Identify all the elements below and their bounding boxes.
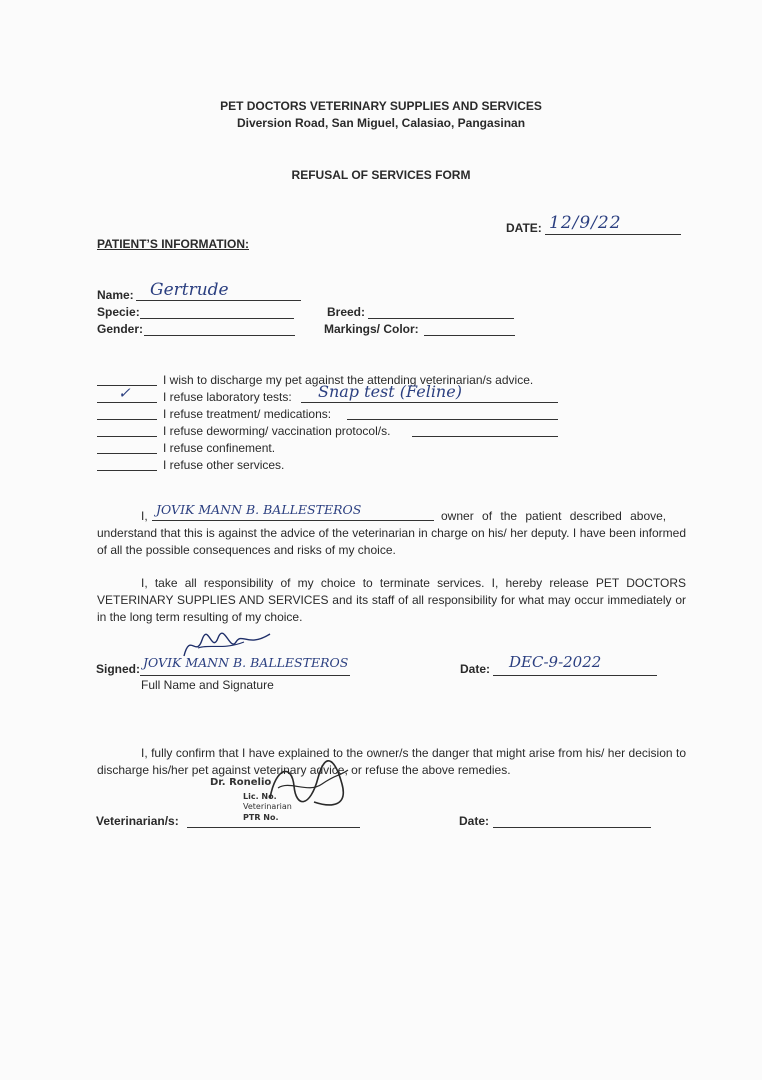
option-2-check-mark: ✓ [118,384,131,402]
owner-name-line [152,520,434,521]
option-4-detail-line[interactable] [412,436,558,437]
signed-line [140,675,350,676]
vet-signature-scribble [262,758,352,814]
date-underline [545,234,681,235]
vet-date-label: Date: [459,814,490,828]
responsibility-paragraph: I, take all responsibility of my choice to terminate services. I, hereby release PET DOCTORS VETERINARY SUPPLIES AND SERVICES and its staff of all responsibility for what may occur immediately or in the long term resulting of my choice. [97,576,686,624]
breed-field[interactable] [368,318,514,319]
option-2-text: I refuse laboratory tests: [163,390,292,404]
name-underline [136,300,301,301]
declaration-prefix: I, [141,509,148,523]
option-2-detail-line [301,402,558,403]
date-label: DATE: [506,221,542,235]
option-5-blank[interactable] [97,453,157,454]
declaration-rest: understand that this is against the advice of the veterinarian in charge on his/ her deputy. I have been informed of all the possible consequences and risks of my choice. [97,526,686,557]
vet-stamp-lic: Lic. No. [243,792,277,801]
vet-confirmation-paragraph: I, fully confirm that I have explained to the owner/s the danger that might arise from his/ her decision to discharge his/her pet against veterinary advice, or refuse the above remedies. [97,746,686,777]
vet-stamp-ptr: PTR No. [243,813,279,822]
date-value[interactable]: 12/9/22 [549,213,622,233]
signed-label: Signed: [96,662,140,676]
option-3-blank[interactable] [97,419,157,420]
option-4-blank[interactable] [97,436,157,437]
option-5-text: I refuse confinement. [163,441,276,455]
gender-field[interactable] [144,335,295,336]
clinic-address: Diversion Road, San Miguel, Calasiao, Pangasinan [236,116,526,130]
gender-label: Gender: [97,322,144,336]
breed-label: Breed: [327,305,366,319]
signed-name-handwritten[interactable]: JOVIK MANN B. BALLESTEROS [143,655,349,670]
declaration-after-name: owner of the patient described above, [441,509,667,523]
markings-field[interactable] [424,335,515,336]
patient-section-title: PATIENT’S INFORMATION: [97,237,249,251]
option-4-text: I refuse deworming/ vaccination protocol/s. [163,424,391,438]
specie-label: Specie: [97,305,140,319]
vet-stamp-name: Dr. Ronelio [210,777,272,788]
specie-field[interactable] [140,318,294,319]
clinic-name: PET DOCTORS VETERINARY SUPPLIES AND SERVICES [220,99,542,113]
option-6-text: I refuse other services. [163,458,285,472]
name-value[interactable]: Gertrude [150,280,229,300]
name-label: Name: [97,288,134,302]
option-6-blank[interactable] [97,470,157,471]
signature-caption: Full Name and Signature [141,678,274,692]
sign-date-label: Date: [460,662,491,676]
vet-stamp-title: Veterinarian [243,802,292,811]
vet-date-field[interactable] [493,827,651,828]
option-3-text: I refuse treatment/ medications: [163,407,332,421]
option-1-text: I wish to discharge my pet against the attending veterinarian/s advice. [163,373,534,387]
sign-date-value[interactable]: DEC-9-2022 [509,653,602,671]
option-2-blank[interactable] [97,402,157,403]
veterinarian-label: Veterinarian/s: [96,814,179,828]
veterinarian-line[interactable] [187,827,360,828]
option-2-detail[interactable]: Snap test (Feline) [318,382,462,401]
sign-date-line [493,675,657,676]
form-title: REFUSAL OF SERVICES FORM [291,168,471,182]
owner-name-handwritten[interactable]: JOVIK MANN B. BALLESTEROS [156,502,362,517]
option-3-detail-line[interactable] [347,419,558,420]
markings-label: Markings/ Color: [324,322,419,336]
